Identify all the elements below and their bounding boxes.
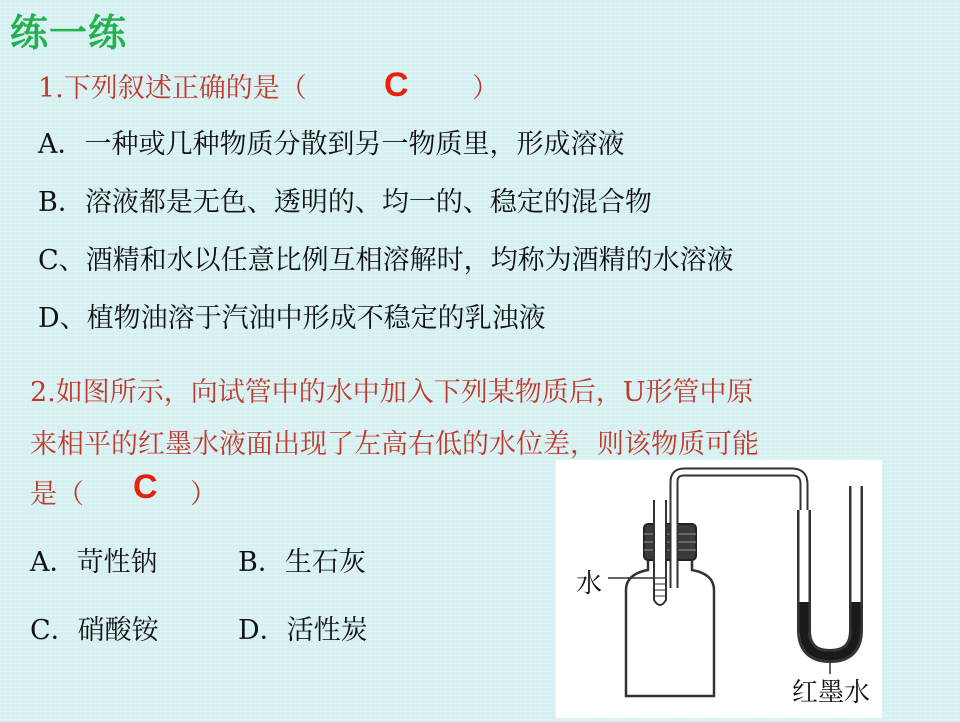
q1-answer: C: [384, 66, 409, 104]
red-ink: [804, 602, 856, 656]
q1-option-c: C、酒精和水以任意比例互相溶解时，均称为酒精的水溶液: [38, 245, 734, 276]
q1-option-d: D、植物油溶于汽油中形成不稳定的乳浊液: [38, 303, 546, 334]
u-tube: [804, 486, 856, 656]
test-tube: [654, 500, 666, 605]
q2-answer: C: [133, 468, 158, 506]
q2-option-a: A．苛性钠: [30, 547, 158, 578]
q2-option-c: C．硝酸铵: [30, 615, 159, 646]
q1-option-b: B．溶液都是无色、透明的、均一的、稳定的混合物: [38, 187, 652, 218]
label-water: 水: [576, 569, 603, 599]
q2-option-b: B．生石灰: [238, 547, 366, 578]
page-title: 练一练: [10, 11, 128, 55]
apparatus-figure: [556, 460, 882, 718]
q1-option-a: A．一种或几种物质分散到另一物质里，形成溶液: [38, 129, 625, 160]
q2-line-3-prefix: 是（: [30, 479, 84, 510]
q1-close-paren: ）: [472, 73, 499, 104]
q2-close-paren: ）: [190, 479, 217, 510]
label-red-ink: 红墨水: [792, 678, 871, 708]
q1-stem: 1.下列叙述正确的是（: [38, 73, 307, 104]
q2-line-2: 来相平的红墨水液面出现了左高右低的水位差，则该物质可能: [30, 429, 759, 460]
q2-line-1: 2.如图所示，向试管中的水中加入下列某物质后，U形管中原: [30, 377, 754, 408]
q2-option-d: D．活性炭: [238, 615, 368, 646]
